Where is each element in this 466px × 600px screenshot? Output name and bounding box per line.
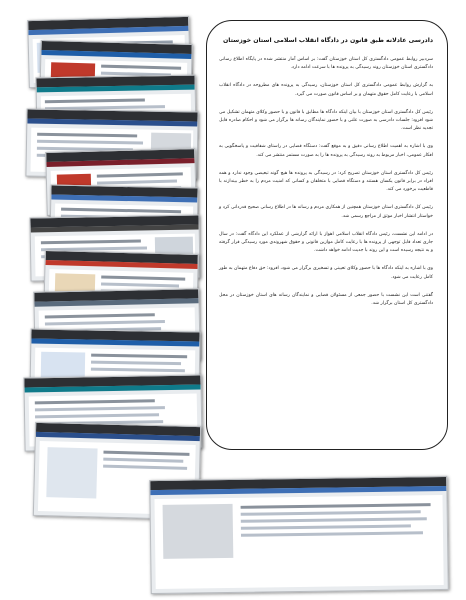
article-paragraph-9: گفتنی است این نشست با حضور جمعی از مسئولان قضایی و نمایندگان رسانه های استان خوزستان در محل دادگستری کل استان برگزار شد. — [219, 292, 433, 307]
news-screenshot-13 — [149, 476, 449, 594]
article-paragraph-3: رئیس کل دادگستری استان خوزستان با بیان اینکه دادگاه ها مطابق با قانون و با حضور وکلای متهمان تشکیل می شود افزود: جلسات دادرسی به صورت علنی و با حضور نمایندگان رسانه ها برگزار می شود و احکام صادره قابل تجدید نظر است. — [219, 109, 433, 132]
article-paragraph-6: رئیس کل دادگستری استان خوزستان همچنین از همکاری مردم و رسانه ها در اطلاع رسانی صحیح قدردانی کرد و خواستار انتشار اخبار موثق از مراجع رسمی شد. — [219, 205, 433, 219]
article-paragraph-5: رئیس کل دادگستری استان خوزستان تصریح کرد: در رسیدگی به پرونده ها هیچ گونه تبعیضی وجود ندارد و همه افراد در برابر قانون یکسان هستند و دستگاه قضایی با متخلفان و کسانی که امنیت مردم را به خطر بیندازند با قاطعیت برخورد می کند. — [219, 170, 433, 193]
article-card — [206, 20, 448, 450]
article-paragraph-8: وی با اشاره به اینکه دادگاه ها با حضور وکلای تعیینی و تسخیری برگزار می شود، افزود: حق دفاع متهمان به طور کامل رعایت می شود. — [219, 266, 433, 280]
article-paragraph-1: سردبیر روابط عمومی دادگستری کل استان خوزستان گفت: بر اساس آمار منتشر شده در پایگاه اطلاع رسانی دادگستری استان خوزستان روند رسیدگی به پرونده ها با سرعت ادامه دارد. — [219, 57, 433, 71]
article-title: دادرسی عادلانه طبق قانون در دادگاه انقلاب اسلامی استان خوزستان — [222, 37, 433, 44]
article-paragraph-2: به گزارش روابط عمومی دادگستری کل استان خوزستان، رسیدگی به پرونده های مطروحه در دادگاه انقلاب اسلامی با رعایت کامل حقوق متهمان و بر اساس قانون صورت می گیرد. — [219, 83, 433, 97]
article-paragraph-7: در ادامه این نشست، رئیس دادگاه انقلاب اسلامی اهواز با ارائه گزارشی از عملکرد این دادگاه گفت: در سال جاری تعداد قابل توجهی از پرونده ها با رعایت کامل موازین قانونی و حقوق شهروندی مورد رسیدگی قرار گرفته و به نتیجه رسیده است و این روند با جدیت ادامه خواهد داشت. — [219, 231, 433, 254]
article-paragraph-4: وی با اشاره به اهمیت اطلاع رسانی دقیق و به موقع گفت: دستگاه قضایی در راستای شفافیت و پاسخگویی به افکار عمومی، اخبار مربوط به روند رسیدگی به پرونده ها را به صورت مستمر منتشر می کند. — [219, 144, 433, 158]
